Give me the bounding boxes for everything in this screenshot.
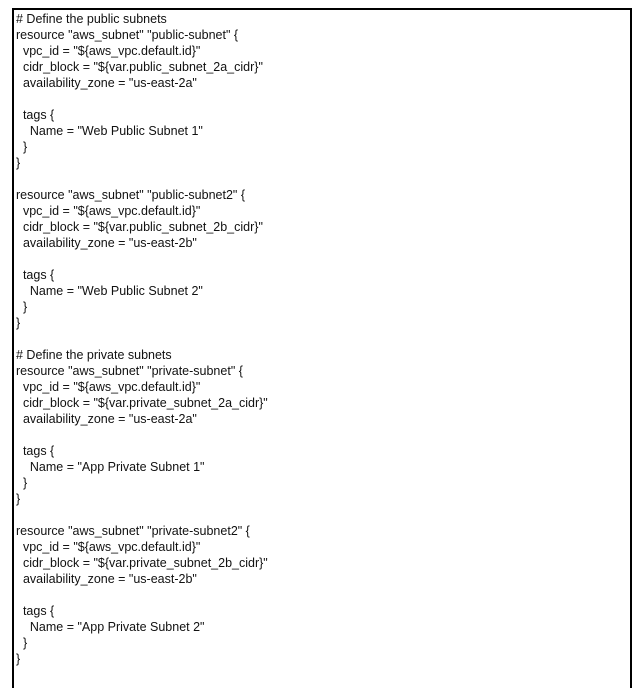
code-line: Name = "Web Public Subnet 2" [16, 284, 203, 298]
code-line: vpc_id = "${aws_vpc.default.id}" [16, 380, 201, 394]
code-line [16, 587, 268, 603]
code-line: } [16, 300, 28, 314]
code-line [16, 331, 268, 347]
code-line: tags { [16, 604, 55, 618]
code-line: availability_zone = "us-east-2b" [16, 572, 197, 586]
code-line: } [16, 316, 21, 330]
code-line [16, 91, 268, 107]
code-line [16, 171, 268, 187]
code-line: tags { [16, 444, 55, 458]
code-line: Name = "App Private Subnet 1" [16, 460, 205, 474]
code-line: tags { [16, 268, 55, 282]
code-line: resource "aws_subnet" "private-subnet2" { [16, 524, 250, 538]
code-line: vpc_id = "${aws_vpc.default.id}" [16, 44, 201, 58]
code-line: resource "aws_subnet" "public-subnet" { [16, 28, 239, 42]
code-line [16, 427, 268, 443]
code-line: # Define the private subnets [16, 348, 172, 362]
code-line: } [16, 636, 28, 650]
code-line: availability_zone = "us-east-2a" [16, 76, 197, 90]
code-line: tags { [16, 108, 55, 122]
code-line: resource "aws_subnet" "public-subnet2" { [16, 188, 245, 202]
code-line: cidr_block = "${var.public_subnet_2a_cidr}" [16, 60, 263, 74]
code-line: # Define the public subnets [16, 12, 167, 26]
terraform-code-block [16, 11, 268, 667]
code-line: } [16, 156, 21, 170]
code-line: resource "aws_subnet" "private-subnet" { [16, 364, 243, 378]
code-line: cidr_block = "${var.private_subnet_2a_cidr}" [16, 396, 268, 410]
code-line: } [16, 652, 21, 666]
code-line: } [16, 140, 28, 154]
code-line [16, 507, 268, 523]
code-line: cidr_block = "${var.public_subnet_2b_cidr}" [16, 220, 263, 234]
code-line [16, 251, 268, 267]
code-line: } [16, 476, 28, 490]
code-line: vpc_id = "${aws_vpc.default.id}" [16, 204, 201, 218]
code-line: availability_zone = "us-east-2a" [16, 412, 197, 426]
code-line: cidr_block = "${var.private_subnet_2b_cidr}" [16, 556, 268, 570]
code-line: availability_zone = "us-east-2b" [16, 236, 197, 250]
code-line: } [16, 492, 21, 506]
code-line: Name = "Web Public Subnet 1" [16, 124, 203, 138]
code-line: Name = "App Private Subnet 2" [16, 620, 205, 634]
code-snippet-box [12, 8, 632, 688]
code-line: vpc_id = "${aws_vpc.default.id}" [16, 540, 201, 554]
